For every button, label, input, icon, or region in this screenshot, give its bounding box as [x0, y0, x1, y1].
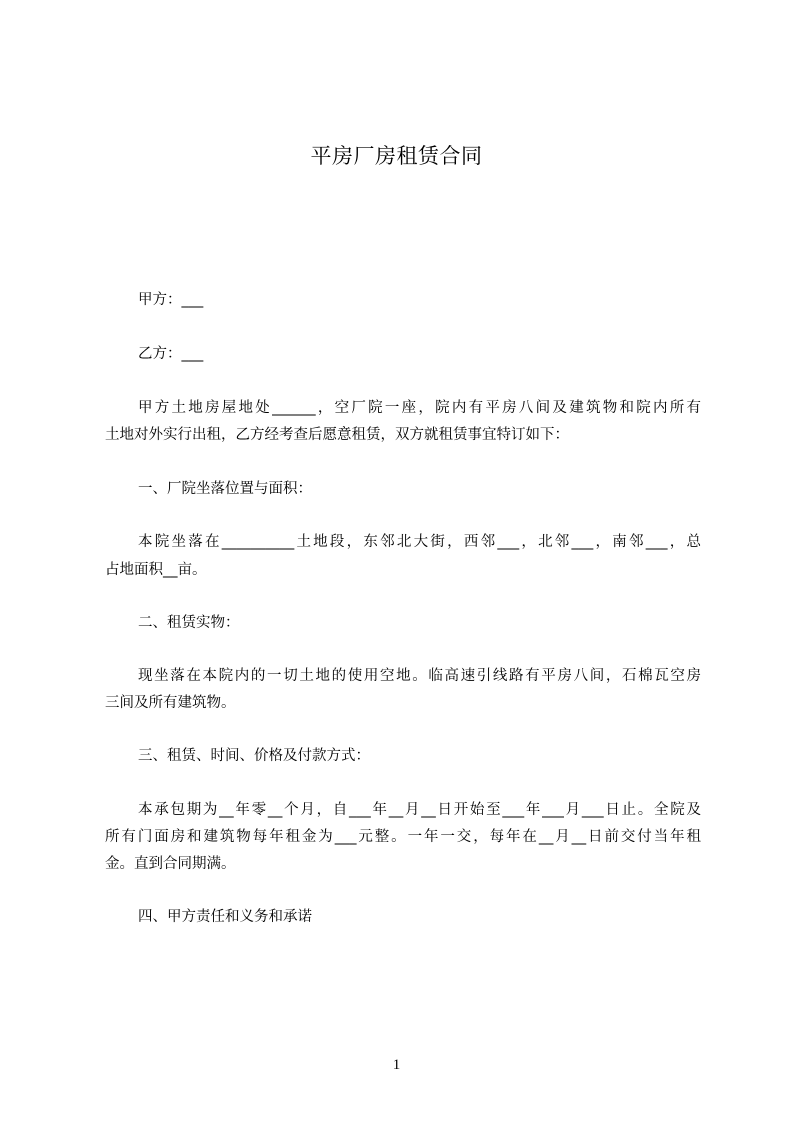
intro-paragraph-line-1: 甲方土地房屋地处______，空厂院一座，院内有平房八间及建筑物和院内所有	[138, 400, 701, 416]
section-1-heading: 一、厂院坐落位置与面积：	[138, 481, 312, 497]
page-title: 平房厂房租赁合同	[310, 144, 483, 168]
section-2-heading: 二、租赁实物：	[138, 615, 240, 631]
section-3-line-1: 本承包期为__年零__个月，自___年__月__日开始至___年___月___日止。全院及	[138, 802, 701, 818]
section-3-heading: 三、租赁、时间、价格及付款方式：	[138, 748, 370, 764]
section-3-line-3: 金。直到合同期满。	[105, 856, 236, 872]
party-a-line: 甲方：___	[138, 292, 204, 308]
section-1-line-1: 本院坐落在__________土地段，东邻北大街，西邻___，北邻___，南邻___，总	[138, 534, 701, 550]
page-number: 1	[392, 1057, 401, 1073]
section-1-line-2: 占地面积__亩。	[105, 562, 207, 578]
section-2-line-1: 现坐落在本院内的一切土地的使用空地。临高速引线路有平房八间，石棉瓦空房	[138, 668, 701, 684]
party-b-line: 乙方：___	[138, 346, 204, 362]
section-3-line-2: 所有门面房和建筑物每年租金为___元整。一年一交，每年在__月__日前交付当年租	[105, 829, 701, 845]
section-2-line-2: 三间及所有建筑物。	[105, 695, 236, 711]
section-4-heading: 四、甲方责任和义务和承诺	[138, 909, 312, 925]
intro-paragraph-line-2: 土地对外实行出租，乙方经考查后愿意租赁，双方就租赁事宜特订如下：	[105, 427, 569, 443]
